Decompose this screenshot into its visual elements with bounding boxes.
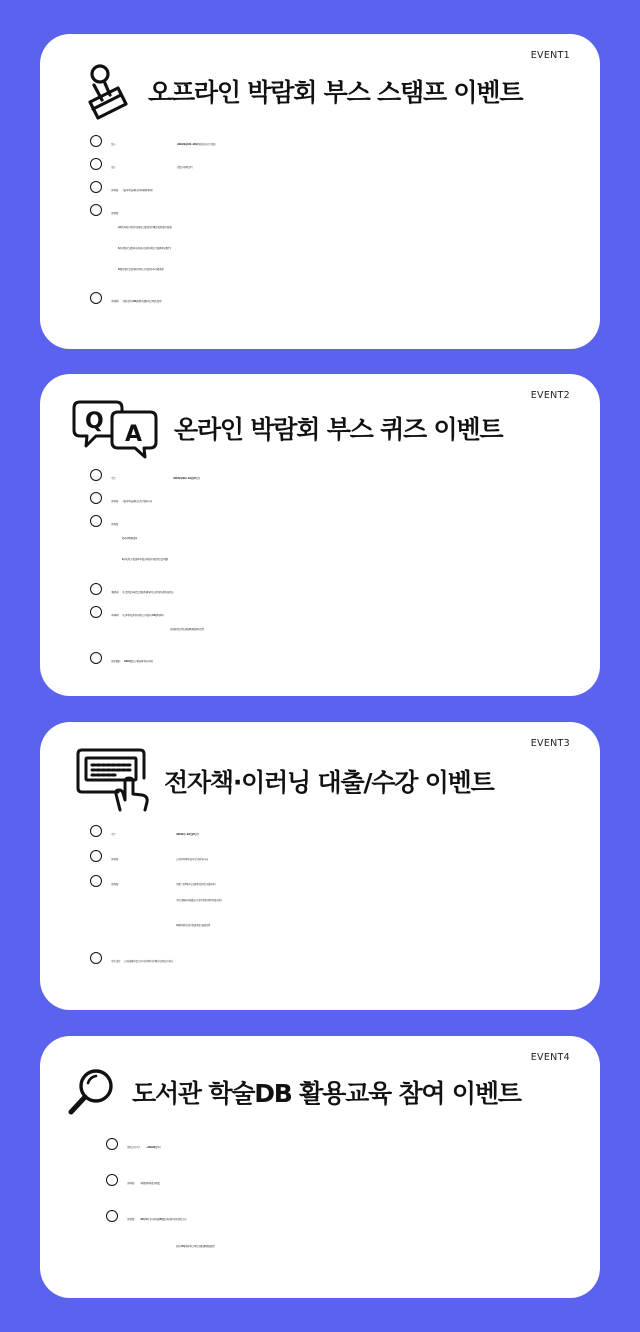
detail-label: 당첨자발표 : (111, 660, 120, 663)
detail-continuation: 서비스별 1회 이상 대출 또는 수강 후 이벤트 페이지에 응모하면 (176, 899, 222, 902)
event-details (40, 1136, 600, 1268)
event-header (40, 1066, 600, 1118)
detail-label: 참여대상 : (111, 189, 119, 192)
bullet-circle-icon (90, 606, 102, 618)
method-step: Ⅰ. 온라인 박람회 접속! (122, 537, 137, 540)
event2-card (40, 374, 600, 696)
detail-label: 만족도조사 기간 : (127, 1146, 140, 1149)
detail-continuation: 완료시 25명 추첨하여 스타벅스상품권(1만원권) 증정 (176, 1245, 215, 1248)
detail-row-target (106, 1172, 600, 1208)
detail-row-bonus (90, 290, 600, 313)
event-header (40, 60, 600, 122)
detail-value: 2024년 2학기 도서관 학술DB 활용교육에 참가한 후 만족도 조사 (140, 1218, 186, 1221)
detail-value: 2024. 9. 5.(목) ~ 10. 6.(일) (32일 간) (176, 833, 199, 836)
detail-row-method (90, 873, 600, 898)
detail-row-place (90, 156, 600, 179)
detail-row-winner (90, 650, 600, 673)
detail-label: 경품추첨 : (111, 591, 119, 594)
bullet-circle-icon (90, 875, 102, 887)
event-details (40, 467, 600, 673)
magnifier-icon (66, 1066, 116, 1118)
detail-row-date (90, 133, 600, 156)
detail-value: 부스별 정답자 대상으로 경품 추첨!(여러 부스 중복 참여 ·중복 당첨 가능) (122, 591, 173, 594)
detail-continuation: 써브웨이 샌드위치 교환권(1만원권) 추가 증정! (170, 628, 204, 631)
detail-value: 선착순 참가자 100명에게 기념품(피너츠 북엔드) 증정! (122, 300, 161, 303)
detail-value: 2024. 9. 5.(목) 09:00 ~ 10. 6.(일) (32일 간) (173, 477, 200, 480)
event-tag: EVENT4 (530, 1052, 570, 1063)
qa-chat-icon (72, 396, 160, 460)
detail-label: 추가혜택 : (111, 300, 119, 303)
bullet-circle-icon (90, 652, 102, 664)
method-step: Ⅰ. 1, 2층 안내부스에서 참가 등록 및 스탬프 용지 수령!(모바일 학생증 지참 필) (118, 226, 172, 229)
detail-label: 참여방법 (111, 212, 118, 215)
bullet-circle-icon (106, 1138, 118, 1150)
stamp-icon (80, 60, 140, 122)
detail-label: 기 간 : (111, 833, 115, 836)
bullet-circle-icon (106, 1174, 118, 1186)
bullet-circle-icon (90, 469, 102, 481)
event4-card (40, 1036, 600, 1298)
detail-value: 대학원생, 학부생, 교직원 등 (140, 1182, 160, 1185)
bullet-circle-icon (106, 1210, 118, 1222)
detail-label: 참여대상 : (111, 500, 119, 503)
detail-row-bonus (90, 604, 600, 627)
detail-row-method (90, 513, 600, 536)
detail-row-method (90, 202, 600, 225)
detail-label: 추가혜택 : (111, 614, 119, 617)
detail-label: 참여방법 : (111, 883, 119, 886)
detail-row-method (106, 1208, 600, 1244)
event-title: 전자책·이러닝 대출/수강 이벤트 (164, 768, 494, 797)
touch-screen-icon (76, 748, 154, 814)
detail-label: 참여대상 : (111, 858, 119, 861)
bullet-circle-icon (90, 515, 102, 527)
detail-value: 2024. 9. 24.(화) 10:00 ~ 16:00 (추첨권 소진 시 조기 마감) (177, 143, 215, 146)
event-tag: EVENT2 (530, 390, 570, 401)
detail-label: 서비스접속 : (111, 960, 120, 963)
detail-row-period (90, 823, 600, 848)
bullet-circle-icon (90, 850, 102, 862)
bullet-circle-icon (90, 158, 102, 170)
bullet-circle-icon (90, 204, 102, 216)
detail-label: 참여방법 (111, 523, 118, 526)
svg-text:A: A (125, 422, 143, 447)
event-tag: EVENT1 (530, 50, 570, 61)
detail-row-access (90, 950, 600, 975)
detail-label: 장 소 : (111, 166, 115, 169)
bullet-circle-icon (90, 952, 102, 964)
event-details (40, 823, 600, 975)
event-details (40, 133, 600, 313)
detail-continuation: 10명 추첨하여 교촌 치킨콜라세트 교환권 증정! (176, 924, 210, 927)
detail-row-target (90, 179, 600, 202)
detail-row-survey (106, 1136, 600, 1172)
method-step: Ⅲ. 1층 안내부스로 돌아와서 만족도 조사 완료 후 즉시 경품 추첨! (118, 268, 164, 271)
detail-row-target (90, 490, 600, 513)
bullet-circle-icon (90, 135, 102, 147)
detail-label: 기 간 : (111, 477, 115, 480)
bullet-circle-icon (90, 583, 102, 595)
method-step: Ⅱ. 전자정보부스 방문하여 교육 및 시연 참가 후 확인 스탬프(4개 이상) 받기! (118, 247, 171, 250)
detail-value: 도서관 홈페이지 로그인 > 자료검색 > 전자책·오디오북또는 이러닝 (123, 960, 173, 963)
event-header (40, 748, 600, 814)
detail-value: 서울과학기술대학교 소속 구성원 누구나 (122, 500, 152, 503)
event-tag: EVENT3 (530, 738, 570, 749)
event-title: 도서관 학술DB 활용교육 참여 이벤트 (132, 1079, 521, 1108)
event-header (40, 396, 600, 460)
bullet-circle-icon (90, 292, 102, 304)
event-title: 온라인 박람회 부스 퀴즈 이벤트 (174, 415, 503, 444)
bullet-circle-icon (90, 492, 102, 504)
event3-card (40, 722, 600, 1010)
detail-value: 서울과학기술대학교 학부, 대학원 재학생 (122, 189, 152, 192)
detail-value: ~ 2024. 10. 6.(일) 까지 (145, 1146, 161, 1149)
detail-row-target (90, 848, 600, 873)
detail-value: 부스 4개 이상 참여 후 만족도 조사 완료 시 100명 추첨하여 (122, 614, 164, 617)
detail-row-period (90, 467, 600, 490)
detail-label: 참여대상 : (127, 1182, 135, 1185)
method-step: Ⅱ. 온라인 부스에 입장하여 이용 교육 영상 시청 및 퀴즈 답안 제출! (122, 558, 168, 561)
detail-value: 이벤트 기간 9개 서비스 중 2개 이상 서비스에 접속하여 (176, 883, 216, 886)
detail-value: 2024. 10월 중 도서관 홈페이지 공지사항 (123, 660, 153, 663)
detail-value: 중앙도서관 1층 로비 (177, 166, 192, 169)
bullet-circle-icon (90, 181, 102, 193)
bullet-circle-icon (90, 825, 102, 837)
event-title: 오프라인 박람회 부스 스탬프 이벤트 (148, 78, 523, 107)
detail-row-prize (90, 581, 600, 604)
event1-card (40, 34, 600, 349)
svg-text:Q: Q (85, 409, 104, 434)
detail-label: 참여방법 : (127, 1218, 135, 1221)
detail-value: 도서관 전자책·이러닝서비스 이용자 누구나 (176, 858, 208, 861)
detail-label: 일 시 : (111, 143, 115, 146)
